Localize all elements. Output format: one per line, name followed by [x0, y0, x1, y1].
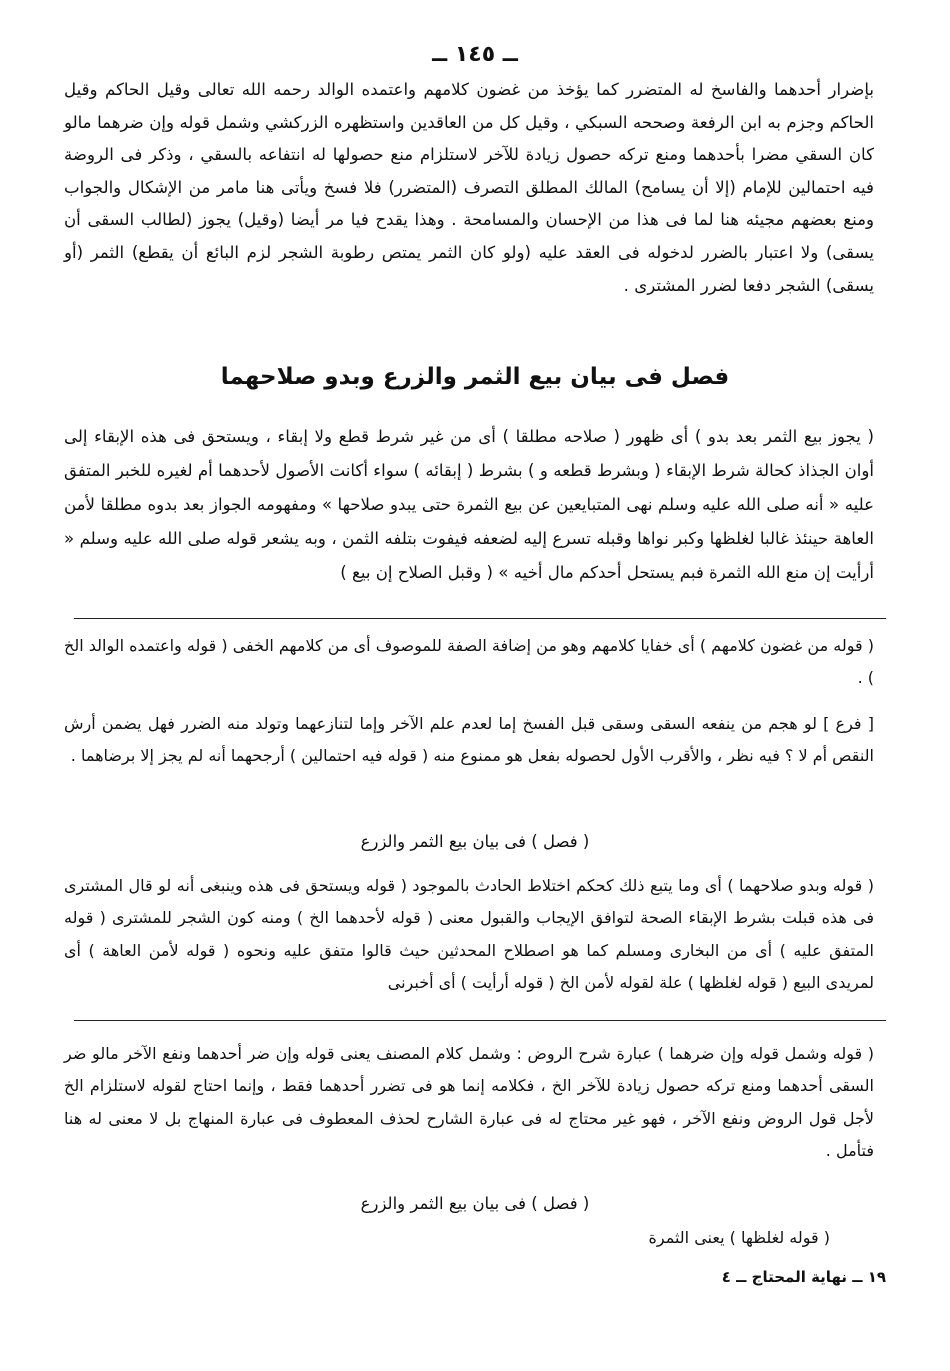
commentary-heading-2: ( فصل ) فى بيان بيع الثمر والزرع [360, 1194, 590, 1213]
commentary-block-4 [64, 1038, 874, 1168]
commentary-heading-1: ( فصل ) فى بيان بيع الثمر والزرع [360, 832, 590, 851]
commentary-block-2 [64, 708, 874, 773]
commentary-block-3 [64, 870, 874, 1000]
commentary-paragraph: ( قوله من غضون كلامهم ) أى خفايا كلامهم وهو من إضافة الصفة للموصوف أى من كلامهم الخفى ( قوله واعتمده الوالد الخ ) . [64, 636, 874, 688]
commentary-block-1 [64, 630, 874, 695]
secondary-divider [74, 1020, 886, 1021]
commentary-paragraph: [ فرع ] لو هجم من ينفعه السقى وسقى قبل الفسخ إما لعدم علم الآخر وإما لتنازعهما وتولد منه الضرر فهل يضمن أرش النقص أم لا ؟ فيه نظر ، والأقرب الأول لحصوله بفعل هو ممنوع منه ( قوله فيه احتمالين ) أرجحهما أنه لم يجز إلا برضاهما . [64, 714, 874, 766]
section-title: فصل فى بيان بيع الثمر والزرع وبدو صلاحهما [220, 364, 730, 390]
page-footer: ١٩ ــ نهاية المحتاج ــ ٤ [721, 1268, 886, 1286]
main-paragraph: بإضرار أحدهما والفاسخ له المتضرر كما يؤخذ من غضون كلامهم واعتمده الوالد رحمه الله تعالى وقيل الحاكم وقيل الحاكم وجزم به ابن الرفعة وصححه السبكي ، وقيل كل من العاقدين واستظهره الزركشي وشمل قوله وإن ضرهما مالو كان السقي مضرا بأحدهما ومنع تركه حصول زيادة للآخر لاستلزام منع حصولها له انتفاعه بالسقي ، وذكر فى الروضة فيه احتمالين للإمام (إلا أن يسامح) المالك المطلق التصرف (المتضرر) فلا فسخ ويأتى هنا مامر من الإشكال والجواب ومنع بعضهم مجيئه هنا لما فى هذا من الإحسان والمسامحة . وهذا يقدح فيا مر أيضا (وقيل) يجوز (لطالب السقى أن يسقى) ولا اعتبار بالضرر لدخوله فى العقد عليه (ولو كان الثمر يمتص رطوبة الشجر لزم البائع أن يقطع) الثمر (أو يسقى) الشجر دفعا لضرر المشترى . [64, 80, 874, 295]
commentary-paragraph: ( قوله وبدو صلاحهما ) أى وما يتبع ذلك كحكم اختلاط الحادث بالموجود ( قوله ويستحق فى هذه وينبغى أنه لو قال المشترى فى هذه قبلت بشرط الإبقاء الصحة لتوافق الإيجاب والقبول معنى ( قوله لأحدهما الخ ) ومنه كون الشجر للمشترى ( قوله المتفق عليه ) أى من البخارى ومسلم كما هو اصطلاح المحدثين حيث قالوا متفق عليه ونحوه ( قوله لأمن العاهة ) أى لمريدى البيع ( قوله لغلظها ) علة لقوله لأمن الخ ( قوله أرأيت ) أى أخبرنى [64, 876, 874, 993]
footnote-divider [74, 618, 886, 619]
page-number: ــ ١٤٥ ــ [432, 42, 518, 67]
commentary-paragraph: ( قوله وشمل قوله وإن ضرهما ) عبارة شرح الروض : وشمل كلام المصنف يعنى قوله وإن ضر أحدهما ونفع الآخر مالو ضر السقى أحدهما ومنع تركه حصول زيادة للآخر الخ ، فكلامه إنما هو فى تضرر أحدهما فقط ، وإنما احتاج لقوله لاستلزام الخ لأجل قول الروض ونفع الآخر ، فهو غير محتاج له فى عبارة الشارح لحذف المعطوف فى عبارة المنهاج بل لا معنى له هنا فتأمل . [64, 1044, 874, 1161]
commentary-last-line: ( قوله لغلظها ) يعنى الثمرة [648, 1228, 830, 1247]
main-text [64, 74, 874, 302]
section-paragraph: ( يجوز بيع الثمر بعد بدو ) أى ظهور ( صلاحه مطلقا ) أى من غير شرط قطع ولا إبقاء ، ويستحق فى هذه الإبقاء إلى أوان الجذاذ كحالة شرط الإبقاء ( وبشرط قطعه و ) بشرط ( إبقائه ) سواء أكانت الأصول لأحدهما أم لغيره للخبر المتفق عليه « أنه صلى الله عليه وسلم نهى المتبايعين عن بيع الثمرة حتى يبدو صلاحها » ومفهومه الجواز بعد بدوه مطلقا لأمن العاهة حينئذ غالبا لغلظها وكبر نواها وقبله تسرع إليه لضعفه فيفوت بتلفه الثمن ، وبه يشعر قوله صلى الله عليه وسلم « أرأيت إن منع الله الثمرة فبم يستحل أحدكم مال أخيه » ( وقبل الصلاح إن بيع ) [64, 427, 874, 582]
section-text [64, 420, 874, 590]
